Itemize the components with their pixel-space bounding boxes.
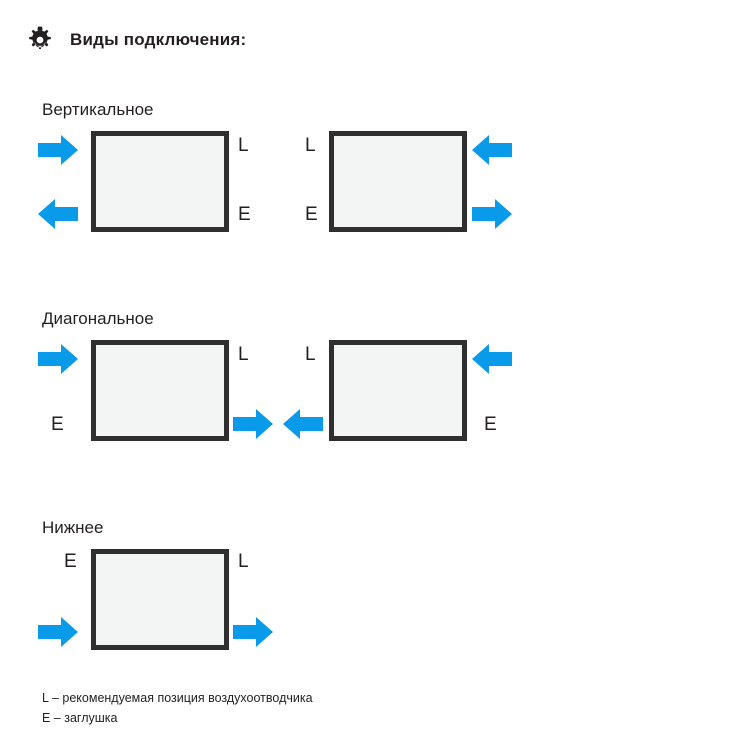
arrow-out-vertical-left-bottom [38, 197, 78, 231]
label-l-diagonal-right: L [305, 344, 316, 365]
arrow-out-bottom-right [233, 615, 273, 649]
arrow-in-vertical-left-top [38, 133, 78, 167]
radiator-diagonal-right [329, 340, 467, 441]
radiator-vertical-left [91, 131, 229, 232]
arrow-out-diagonal-left-bottom [233, 407, 273, 441]
legend [42, 689, 313, 728]
label-l-diagonal-left: L [238, 344, 249, 365]
legend-line-1: L – рекомендуемая позиция воздухоотводчика [42, 691, 313, 706]
radiator-bottom [91, 549, 229, 650]
legend-line-2: E – заглушка [42, 710, 118, 725]
label-l-bottom: L [238, 551, 249, 572]
section-title-diagonal: Диагональное [42, 309, 154, 328]
radiator-diagonal-left [91, 340, 229, 441]
header [24, 24, 246, 56]
arrow-in-vertical-right-top [472, 133, 512, 167]
radiator-vertical-right [329, 131, 467, 232]
label-e-bottom: E [64, 551, 77, 572]
label-e-vertical-right: E [305, 204, 318, 225]
label-e-diagonal-right: E [484, 414, 497, 435]
arrow-out-vertical-right-bottom [472, 197, 512, 231]
arrow-in-bottom-left [38, 615, 78, 649]
gear-icon [24, 24, 56, 56]
label-l-vertical-right: L [305, 135, 316, 156]
arrow-in-diagonal-right-top [472, 342, 512, 376]
section-title-bottom: Нижнее [42, 518, 104, 537]
page-title: Виды подключения: [70, 30, 247, 49]
label-e-diagonal-left: E [51, 414, 64, 435]
arrow-in-diagonal-left-top [38, 342, 78, 376]
arrow-out-diagonal-right-bottom [283, 407, 323, 441]
section-title-vertical: Вертикальное [42, 100, 154, 119]
label-e-vertical-left: E [238, 204, 251, 225]
label-l-vertical-left: L [238, 135, 249, 156]
